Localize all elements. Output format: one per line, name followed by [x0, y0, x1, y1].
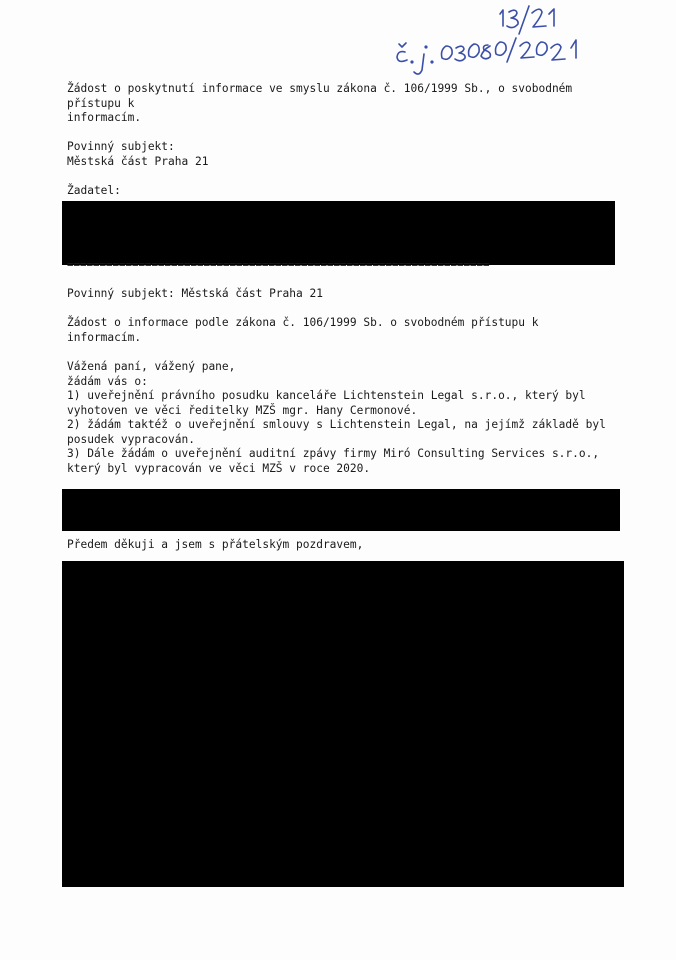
request-heading-line-3: informacím. — [67, 111, 142, 124]
redaction-block-signature — [62, 561, 624, 887]
request-item-line: vyhotoven ve věci ředitelky MZŠ mgr. Hany Cermonové. — [67, 404, 418, 417]
request-title-line-1: Žádost o informace podle zákona č. 106/1999 Sb. o svobodném přístupu k — [67, 316, 539, 329]
salutation: Vážená paní, vážený pane, — [67, 360, 236, 373]
obligated-subject-label: Povinný subjekt: — [67, 140, 175, 153]
separator-line: ================================================================= — [67, 258, 490, 271]
request-item-line: posudek vypracován. — [67, 433, 195, 446]
redaction-block-middle — [62, 489, 620, 531]
request-item-line: 3) Dále žádám o uveřejnění auditní zpávy firmy Miró Consulting Services s.r.o., — [67, 447, 600, 460]
request-item-line: který byl vypracován ve věci MZŠ v roce 2020. — [67, 462, 371, 475]
handwritten-reference-number — [0, 0, 676, 90]
closing-line: Předem děkuji a jsem s přátelským pozdravem, — [67, 538, 364, 551]
redaction-block-applicant — [62, 201, 615, 265]
request-title-line-2: informacím. — [67, 331, 142, 344]
request-item-line: 1) uveřejnění právního posudku kanceláře Lichtenstein Legal s.r.o., který byl — [67, 389, 586, 402]
subject-line: Povinný subjekt: Městská část Praha 21 — [67, 287, 323, 300]
applicant-label: Žadatel: — [67, 184, 121, 197]
request-heading-line-1: Žádost o poskytnutí informace ve smyslu zákona č. 106/1999 Sb., o svobodném — [67, 82, 573, 95]
request-item-line: 2) žádám taktéž o uveřejnění smlouvy s Lichtenstein Legal, na jejímž základě byl — [67, 418, 606, 431]
obligated-subject-name: Městská část Praha 21 — [67, 155, 209, 168]
request-intro: žádám vás o: — [67, 375, 148, 388]
request-heading-line-2: přístupu k — [67, 97, 135, 110]
